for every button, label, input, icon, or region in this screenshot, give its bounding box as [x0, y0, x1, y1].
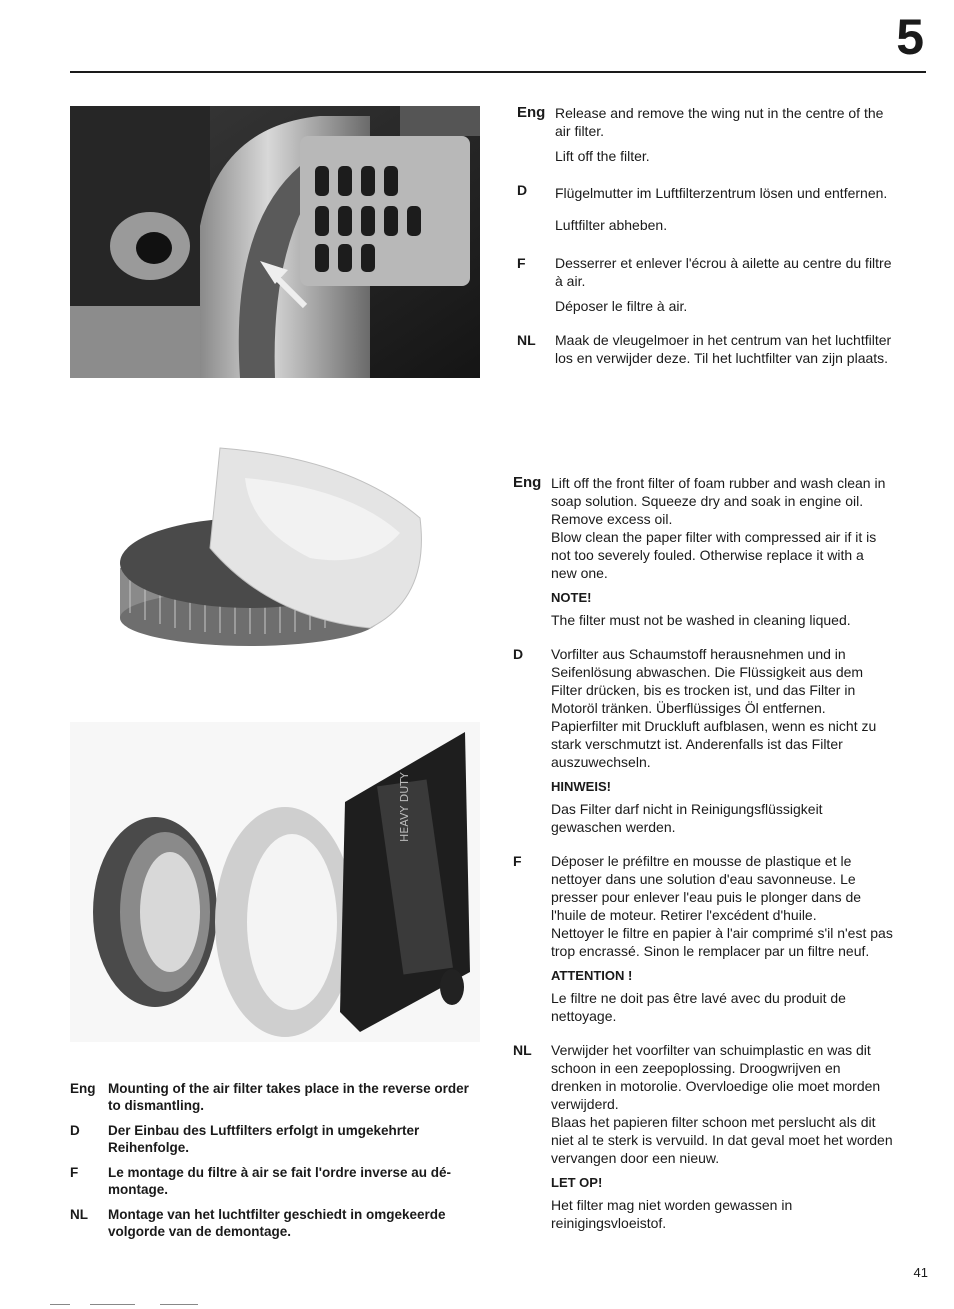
paragraph: Mounting of the air filter takes place in the reverse order to dismantling. — [108, 1081, 469, 1113]
note-text: Het filter mag niet worden gewassen in reinigingsvloeistof. — [551, 1197, 793, 1231]
note-text: Le filtre ne doit pas être lavé avec du produit de nettoyage. — [551, 990, 846, 1024]
lang-row-d-3 — [70, 1122, 480, 1156]
lang-code: D — [513, 646, 524, 662]
note-text: The filter must not be washed in cleaning liqued. — [551, 612, 851, 628]
photo-air-filter-on-engine — [70, 106, 480, 378]
lang-row-f-3 — [70, 1164, 480, 1198]
lang-row-eng-1 — [517, 104, 897, 172]
paragraph: Le montage du filtre à air se fait l'ordre inverse au dé-montage. — [108, 1165, 452, 1197]
note-heading: HINWEIS! — [551, 779, 611, 794]
footer-mark — [90, 1304, 135, 1305]
note-heading: NOTE! — [551, 590, 592, 605]
lang-row-nl-1 — [517, 331, 897, 374]
lang-row-eng-2 — [513, 474, 893, 636]
instructions-mounting — [70, 1080, 480, 1248]
paragraph: Der Einbau des Luftfilters erfolgt in umgekehrter Reihenfolge. — [108, 1123, 420, 1155]
lang-row-nl-2 — [513, 1041, 893, 1239]
lang-code: F — [70, 1165, 79, 1180]
lang-row-d-1 — [517, 181, 897, 245]
chapter-number: 5 — [896, 9, 924, 65]
paragraph: Maak de vleugelmoer in het centrum van het luchtfilter los en verwijder deze. Til het luchtfilter van zijn plaats. — [555, 332, 892, 366]
lang-code: Eng — [513, 474, 542, 491]
lang-row-f-1 — [517, 254, 897, 322]
lang-code: D — [70, 1123, 80, 1138]
lang-code: Eng — [70, 1081, 96, 1096]
footer-mark — [160, 1304, 198, 1305]
paragraph: Déposer le filtre à air. — [555, 298, 688, 314]
paragraph: Verwijder het voorfilter van schuimplastic en was dit schoon in een zeepoplossing. Droogwrijven en drenken in motorolie. Overvloedige olie moet morden verwijderd. — [551, 1042, 881, 1112]
lang-code: NL — [517, 332, 536, 348]
lang-code: D — [517, 182, 528, 198]
lang-row-nl-3 — [70, 1206, 480, 1240]
instructions-clean-filter — [513, 474, 893, 1248]
paragraph: Release and remove the wing nut in the centre of the air filter. — [555, 105, 884, 139]
lang-code: Eng — [517, 104, 546, 121]
lang-code: NL — [513, 1042, 532, 1058]
paragraph: Papierfilter mit Druckluft aufblasen, wenn es nicht zu stark verschmutzt ist. Anderenfalls ist das Filter auszuwechseln. — [551, 718, 877, 770]
instructions-remove-filter — [517, 104, 897, 383]
note-text: Das Filter darf nicht in Reinigungsflüssigkeit gewaschen werden. — [551, 801, 823, 835]
paragraph: Déposer le préfiltre en mousse de plastique et le nettoyer dans une solution d'eau savonneuse. Le presser pour enlever l'eau puis le plonger dans de l'huile de moteur. Retirer l'excédent d'huile. — [551, 853, 862, 923]
paragraph: Luftfilter abheben. — [555, 217, 668, 233]
page-number: 41 — [913, 1265, 928, 1280]
paragraph: Desserrer et enlever l'écrou à ailette au centre du filtre à air. — [555, 255, 892, 289]
lang-code: F — [517, 255, 526, 271]
paragraph: Montage van het luchtfilter geschiedt in omgekeerde volgorde van de demontage. — [108, 1207, 446, 1239]
lang-row-d-2 — [513, 645, 893, 843]
note-heading: LET OP! — [551, 1175, 603, 1190]
footer-mark — [50, 1304, 70, 1305]
photo-filter-with-foam — [70, 398, 480, 703]
paragraph: Nettoyer le filtre en papier à l'air comprimé s'il n'est pas trop encrassé. Sinon le remplacer par un filtre neuf. — [551, 925, 893, 959]
header-rule — [70, 71, 926, 73]
paragraph: Lift off the front filter of foam rubber and wash clean in soap solution. Squeeze dry and soak in engine oil. Remove excess oil. — [551, 475, 886, 527]
lang-code: F — [513, 853, 522, 869]
lang-row-eng-3 — [70, 1080, 480, 1114]
paragraph: Blow clean the paper filter with compressed air if it is not too severely fouled. Otherwise replace it with a new one. — [551, 529, 877, 581]
paragraph: Vorfilter aus Schaumstoff herausnehmen und in Seifenlösung abwaschen. Die Flüssigkeit aus dem Filter drücken, bis es trocken ist, und das Filter in Motoröl tränken. Überflüssiges Öl entfernen. — [551, 646, 864, 716]
photo-filter-cover-parts — [70, 722, 480, 1042]
note-heading: ATTENTION ! — [551, 968, 633, 983]
paragraph: Lift off the filter. — [555, 148, 650, 164]
paragraph: Blaas het papieren filter schoon met perslucht als dit niet al te sterk is vervuild. In dat geval moet het worden vervangen door een nieuw. — [551, 1114, 893, 1166]
paragraph: Flügelmutter im Luftfilterzentrum lösen und entfernen. — [555, 185, 888, 201]
lang-row-f-2 — [513, 852, 893, 1032]
lang-code: NL — [70, 1207, 88, 1222]
cover-label: HEAVY DUTY — [398, 772, 411, 842]
